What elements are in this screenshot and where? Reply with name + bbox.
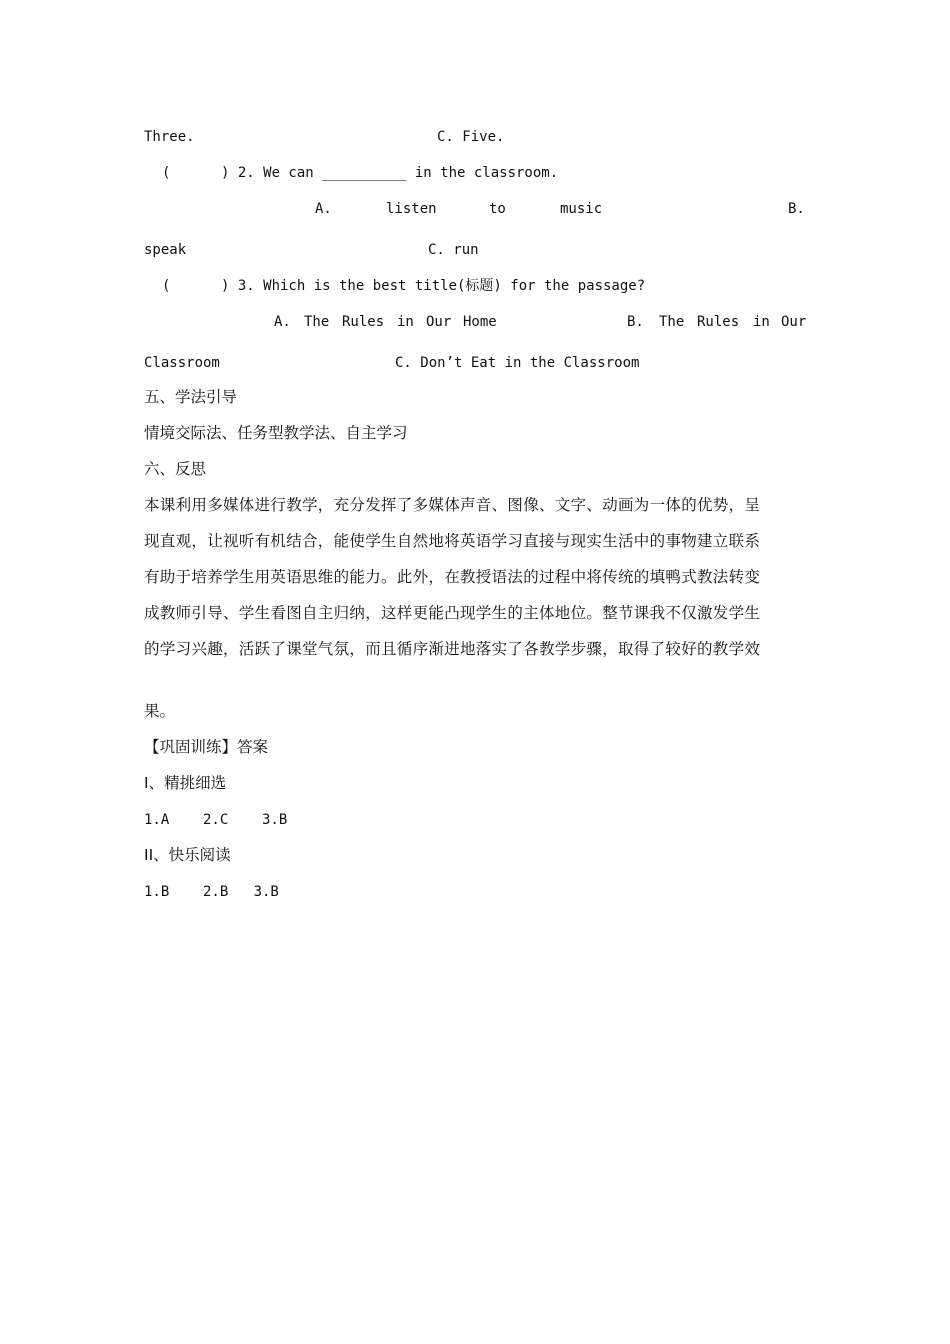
q2-option-b-label: B. [788, 201, 805, 217]
q3-option-b-word: The [659, 314, 685, 330]
q3-option-b-word: Our [781, 314, 807, 330]
q2-option-a-word: music [560, 201, 603, 217]
q2-option-a-label: A. [315, 201, 332, 217]
section-6-heading: 六、反思 [144, 460, 207, 478]
q3-option-a-word: in [397, 314, 414, 330]
reflection-line: 成教师引导、学生看图自主归纳，这样更能凸现学生的主体地位。整节课我不仅激发学生 [144, 604, 761, 622]
q2-option-c: C. run [428, 242, 479, 258]
reflection-line: 有助于培养学生用英语思维的能力。此外，在教授语法的过程中将传统的填鸭式教法转变 [144, 568, 761, 586]
reflection-line: 的学习兴趣，活跃了课堂气氛，而且循序渐进地落实了各教学步骤，取得了较好的教学效 [144, 640, 761, 658]
q3-option-b-word: Rules [697, 314, 740, 330]
q3-option-b-word: in [753, 314, 770, 330]
q3-option-b-label: B. [627, 314, 644, 330]
q2-option-a-word: to [489, 201, 506, 217]
section-5-heading: 五、学法引导 [144, 388, 238, 406]
section-5-body: 情境交际法、任务型教学法、自主学习 [144, 424, 408, 442]
q3-option-a-word: Our [426, 314, 452, 330]
reflection-line: 现直观，让视听有机结合，能使学生自然地将英语学习直接与现实生活中的事物建立联系 [144, 532, 761, 550]
q3-option-a-word: The [304, 314, 330, 330]
q3-option-a-label: A. [274, 314, 291, 330]
q3-option-a-word: Rules [342, 314, 385, 330]
answers-part-2: 1.B 2.B 3.B [144, 884, 279, 900]
q3-option-b-text: Classroom [144, 355, 220, 371]
answers-part-1: 1.A 2.C 3.B [144, 812, 288, 828]
q2-option-b-text: speak [144, 242, 187, 258]
reflection-line: 本课利用多媒体进行教学，充分发挥了多媒体声音、图像、文字、动画为一体的优势，呈 [144, 496, 761, 514]
question-3: ( ) 3. Which is the best title(标题) for the passage? [162, 278, 646, 294]
q3-option-a-word: Home [463, 314, 497, 330]
answers-part-2-heading: II、快乐阅读 [144, 846, 231, 864]
question-2: ( ) 2. We can __________ in the classroom. [162, 165, 559, 181]
answers-part-1-heading: I、精挑细选 [144, 774, 227, 792]
answers-heading: 【巩固训练】答案 [144, 738, 269, 756]
q1-option-c: C. Five. [437, 129, 505, 145]
q1-option-b-text: Three. [144, 129, 195, 145]
q3-option-c: C. Don’t Eat in the Classroom [395, 355, 640, 371]
reflection-line: 果。 [144, 702, 176, 720]
q2-option-a-word: listen [386, 201, 437, 217]
